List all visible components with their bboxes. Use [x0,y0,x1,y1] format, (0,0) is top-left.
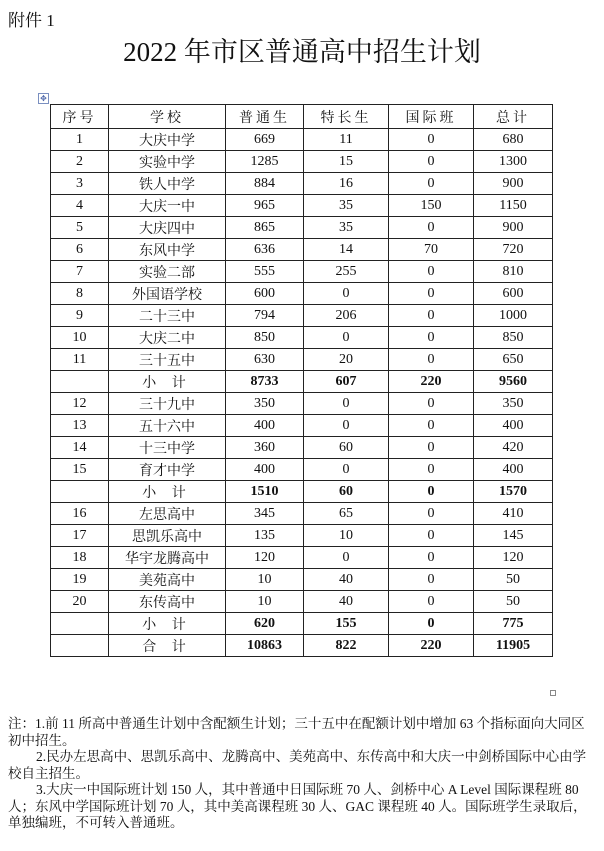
table-cell: 0 [389,393,474,415]
header-cell: 特长生 [304,105,389,129]
table-cell: 410 [474,503,553,525]
table-cell: 16 [304,173,389,195]
table-cell: 合 计 [109,635,226,657]
table-cell: 0 [389,569,474,591]
table-cell: 11 [51,349,109,371]
table-cell: 1 [51,129,109,151]
table-cell: 实验中学 [109,151,226,173]
header-cell: 序号 [51,105,109,129]
table-row [51,173,553,195]
table-cell: 884 [226,173,304,195]
table-cell: 669 [226,129,304,151]
table-cell: 865 [226,217,304,239]
subtotal-row [51,481,553,503]
table-cell: 铁人中学 [109,173,226,195]
table-cell: 0 [304,283,389,305]
table-cell: 0 [304,393,389,415]
table-cell: 794 [226,305,304,327]
table-cell: 965 [226,195,304,217]
table-cell: 小 计 [109,371,226,393]
table-cell: 680 [474,129,553,151]
table-cell: 大庆四中 [109,217,226,239]
table-cell: 11 [304,129,389,151]
table-cell: 14 [51,437,109,459]
table-cell [51,635,109,657]
table-cell: 70 [389,239,474,261]
table-cell: 35 [304,217,389,239]
table-cell: 775 [474,613,553,635]
table-cell: 三十五中 [109,349,226,371]
table-cell: 大庆中学 [109,129,226,151]
table-cell: 15 [304,151,389,173]
table-cell: 20 [51,591,109,613]
table-cell: 外国语学校 [109,283,226,305]
table-cell: 810 [474,261,553,283]
table-cell: 小 计 [109,481,226,503]
table-cell: 大庆二中 [109,327,226,349]
table-cell: 350 [474,393,553,415]
table-cell: 10 [226,569,304,591]
header-cell: 国际班 [389,105,474,129]
table-cell: 0 [389,173,474,195]
table-cell: 900 [474,217,553,239]
table-cell: 350 [226,393,304,415]
table-cell: 8733 [226,371,304,393]
table-header-row [51,105,553,129]
table-cell: 1510 [226,481,304,503]
table-cell: 35 [304,195,389,217]
table-row [51,393,553,415]
table-cell: 0 [304,327,389,349]
table-cell: 0 [389,481,474,503]
table-cell: 3 [51,173,109,195]
table-cell: 120 [474,547,553,569]
table-cell: 0 [389,305,474,327]
table-row [51,239,553,261]
subtotal-row [51,635,553,657]
table-row [51,327,553,349]
table-cell: 900 [474,173,553,195]
table-cell: 60 [304,437,389,459]
table-cell: 0 [389,437,474,459]
table-cell: 345 [226,503,304,525]
table-row [51,591,553,613]
table-row [51,525,553,547]
table-cell: 6 [51,239,109,261]
table-cell: 14 [304,239,389,261]
table-cell: 60 [304,481,389,503]
table-row [51,503,553,525]
table-cell: 255 [304,261,389,283]
table-cell: 15 [51,459,109,481]
table-cell: 十三中学 [109,437,226,459]
table-cell: 20 [304,349,389,371]
table-cell: 50 [474,591,553,613]
table-cell: 0 [389,129,474,151]
table-cell: 2 [51,151,109,173]
table-cell: 400 [474,459,553,481]
table-cell: 0 [389,327,474,349]
table-cell: 620 [226,613,304,635]
table-row [51,305,553,327]
table-cell: 40 [304,591,389,613]
table-row [51,261,553,283]
table-cell [51,613,109,635]
table-cell: 600 [226,283,304,305]
table-cell: 小 计 [109,613,226,635]
table-row [51,349,553,371]
table-cell: 7 [51,261,109,283]
table-cell: 17 [51,525,109,547]
table-cell: 实验二部 [109,261,226,283]
table-cell: 1570 [474,481,553,503]
table-cell: 1300 [474,151,553,173]
table-cell: 155 [304,613,389,635]
table-cell: 400 [226,415,304,437]
table-cell: 5 [51,217,109,239]
table-cell: 18 [51,547,109,569]
table-cell: 0 [304,459,389,481]
table-cell: 11905 [474,635,553,657]
table-cell: 0 [389,217,474,239]
table-cell: 850 [226,327,304,349]
subtotal-row [51,613,553,635]
notes [8,716,598,832]
table-cell: 555 [226,261,304,283]
table-cell: 850 [474,327,553,349]
attachment-label: 附件 1 [8,11,55,30]
page-title: 2022 年市区普通高中招生计划 [123,37,481,67]
table-cell: 1150 [474,195,553,217]
table-cell: 0 [389,525,474,547]
table-cell: 0 [304,415,389,437]
table-cell: 400 [226,459,304,481]
table-cell: 400 [474,415,553,437]
table-row [51,547,553,569]
table-cell: 630 [226,349,304,371]
table-cell: 9 [51,305,109,327]
table-cell: 大庆一中 [109,195,226,217]
table-cell: 8 [51,283,109,305]
table-cell: 822 [304,635,389,657]
table-cell: 二十三中 [109,305,226,327]
table-cell: 9560 [474,371,553,393]
table-cell: 1285 [226,151,304,173]
table-row [51,459,553,481]
table-cell: 东传高中 [109,591,226,613]
note-3: 3.大庆一中国际班计划 150 人，其中普通中日国际班 70 人、剑桥中心 A Level 国际课程班 80 人；东风中学国际班计划 70 人，其中美高课程班 30 人、GAC 课程班 40 人。国际班学生录取后，单独编班，不可转入普通班。 [8,782,587,830]
table-cell: 0 [389,547,474,569]
table-cell: 思凯乐高中 [109,525,226,547]
table-cell: 150 [389,195,474,217]
table-cell: 美苑高中 [109,569,226,591]
table-cell: 0 [389,591,474,613]
table-cell: 65 [304,503,389,525]
table-cell: 420 [474,437,553,459]
table-cell: 145 [474,525,553,547]
table-cell: 10 [51,327,109,349]
table-cell: 360 [226,437,304,459]
table-move-handle-icon[interactable]: ✥ [38,93,49,104]
table-cell: 10 [304,525,389,547]
table-cell: 0 [304,547,389,569]
table-row [51,437,553,459]
table-cell: 0 [389,283,474,305]
table-row [51,569,553,591]
table-cell [51,481,109,503]
table-cell: 0 [389,415,474,437]
table-cell: 10863 [226,635,304,657]
table-row [51,129,553,151]
table-cell: 650 [474,349,553,371]
subtotal-row [51,371,553,393]
table-cell: 12 [51,393,109,415]
table-cell: 1000 [474,305,553,327]
table-cell: 三十九中 [109,393,226,415]
table-cell: 华宇龙腾高中 [109,547,226,569]
table-cell: 16 [51,503,109,525]
enrollment-table [50,104,553,657]
table-cell: 0 [389,349,474,371]
table-row [51,217,553,239]
table-cell: 607 [304,371,389,393]
table-cell: 600 [474,283,553,305]
table-cell: 五十六中 [109,415,226,437]
table-cell [51,371,109,393]
table-cell: 636 [226,239,304,261]
table-row [51,151,553,173]
table-cell: 育才中学 [109,459,226,481]
table-cell: 220 [389,635,474,657]
table-cell: 40 [304,569,389,591]
table-cell: 720 [474,239,553,261]
table-cell: 0 [389,613,474,635]
table-cell: 10 [226,591,304,613]
header-cell: 学校 [109,105,226,129]
table-cell: 东风中学 [109,239,226,261]
table-cell: 0 [389,151,474,173]
table-cell: 220 [389,371,474,393]
table-row [51,415,553,437]
table-cell: 120 [226,547,304,569]
table-cell: 0 [389,459,474,481]
table-cell: 206 [304,305,389,327]
table-resize-handle[interactable] [550,690,556,696]
table-cell: 4 [51,195,109,217]
table-cell: 19 [51,569,109,591]
table-cell: 135 [226,525,304,547]
table-cell: 13 [51,415,109,437]
table-cell: 50 [474,569,553,591]
table-cell: 左思高中 [109,503,226,525]
header-cell: 普通生 [226,105,304,129]
table-row [51,195,553,217]
header-cell: 总计 [474,105,553,129]
table-cell: 0 [389,261,474,283]
table-row [51,283,553,305]
note-1: 注：1.前 11 所高中普通生计划中含配额生计划；三十五中在配额计划中增加 63 个指标面向大同区初中招生。 [8,716,585,748]
table-cell: 0 [389,503,474,525]
note-2: 2.民办左思高中、思凯乐高中、龙腾高中、美苑高中、东传高中和大庆一中剑桥国际中心由学校自主招生。 [8,749,587,781]
